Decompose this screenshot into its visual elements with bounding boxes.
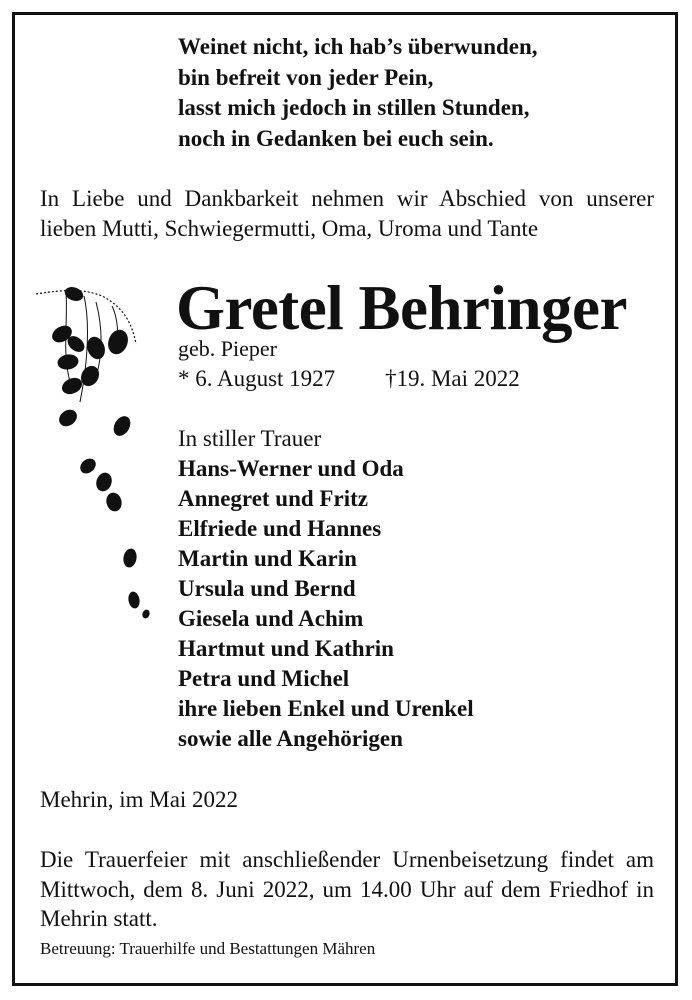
mourner-entry: sowie alle Angehörigen [178, 726, 403, 751]
birth-date: * 6. August 1927 [178, 366, 336, 391]
deceased-name: Gretel Behringer [176, 273, 627, 343]
mourner-entry: Annegret und Fritz [178, 486, 368, 511]
mourner-entry: Hans-Werner und Oda [178, 456, 404, 481]
poem-line: lasst mich jedoch in stillen Stunden, [178, 95, 530, 120]
place-date: Mehrin, im Mai 2022 [40, 787, 239, 812]
mourner-entry: Giesela und Achim [178, 606, 364, 631]
maiden-name: geb. Pieper [178, 336, 277, 361]
intro-text: In Liebe und Dankbarkeit nehmen wir Abschied von unserer lieben Mutti, Schwiegermutti, Oma, Uroma und Tante [40, 186, 654, 241]
mourner-entry: Hartmut und Kathrin [178, 636, 394, 661]
poem-line: bin befreit von jeder Pein, [178, 64, 434, 90]
mourner-entry: Martin und Karin [178, 546, 357, 571]
mourning-label: In stiller Trauer [178, 426, 322, 451]
mourner-entry: Ursula und Bernd [178, 576, 356, 601]
poem-line: noch in Gedanken bei euch sein. [178, 125, 494, 151]
funeral-service-credit: Betreuung: Trauerhilfe und Bestattungen Mähren [40, 939, 376, 958]
poem [178, 32, 658, 154]
ceremony-info: Die Trauerfeier mit anschließender Urnenbeisetzung findet am Mittwoch, dem 8. Juni 2022, um 14.00 Uhr auf dem Friedhof in Mehrin statt. [40, 847, 654, 931]
life-dates [178, 364, 520, 394]
mourner-entry: ihre lieben Enkel und Urenkel [178, 696, 474, 721]
mourners-list [178, 454, 474, 754]
mourner-entry: Elfriede und Hannes [178, 516, 382, 541]
falling-leaves-branch-icon [32, 282, 172, 632]
poem-line: Weinet nicht, ich hab’s überwunden, [178, 34, 538, 59]
mourner-entry: Petra und Michel [178, 666, 350, 691]
death-date: †19. Mai 2022 [384, 366, 520, 391]
